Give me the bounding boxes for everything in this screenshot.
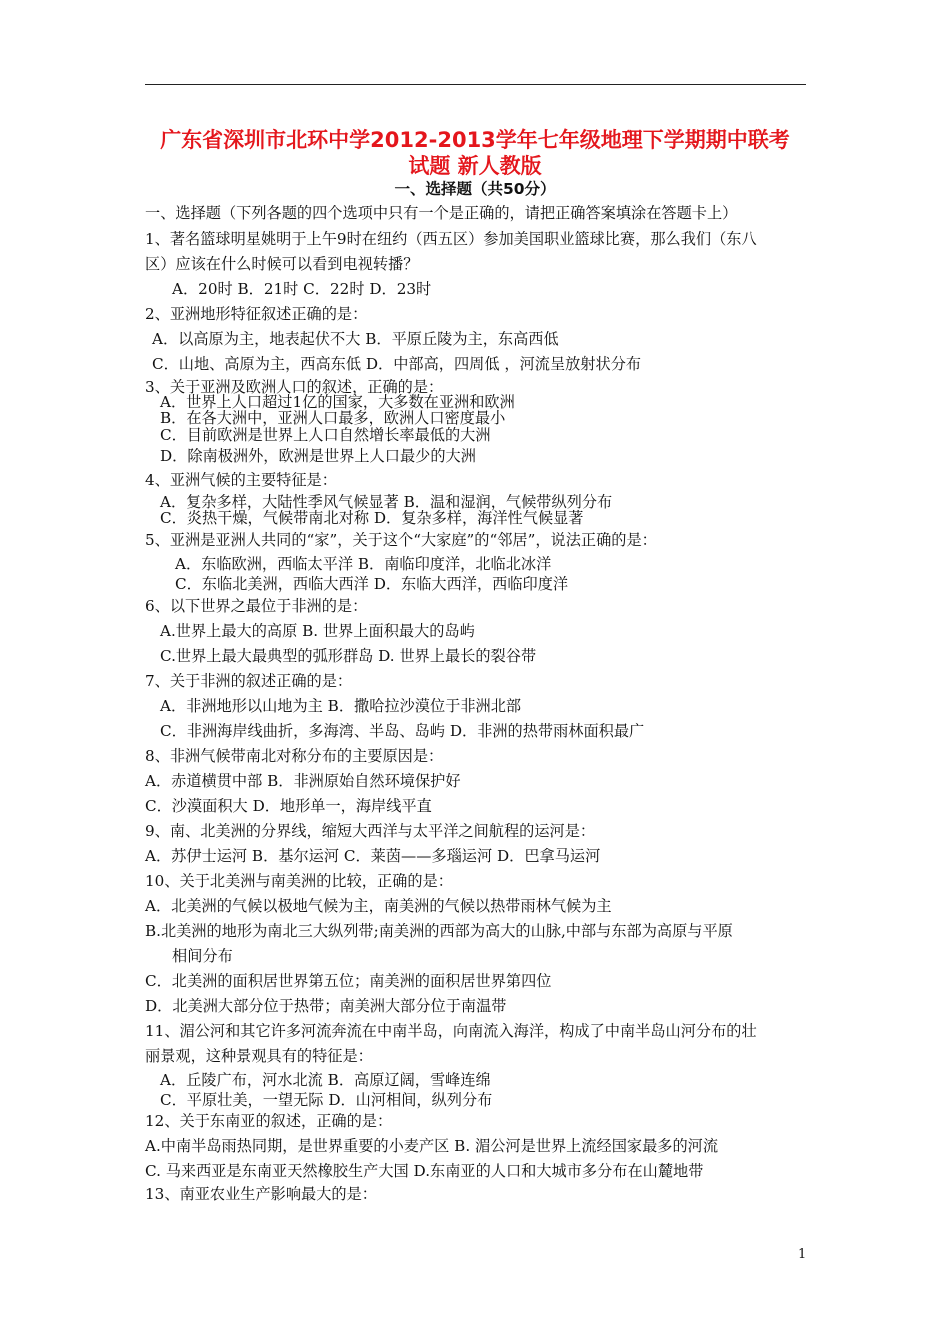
text-line: C．炎热干燥，气候带南北对称 D．复杂多样，海洋性气候显著 [160, 509, 584, 527]
text-line: 2、亚洲地形特征叙述正确的是： [145, 305, 368, 323]
text-line: 9、南、北美洲的分界线，缩短大西洋与太平洋之间航程的运河是： [145, 822, 596, 840]
text-line: 1、著名篮球明星姚明于上午9时在纽约（西五区）参加美国职业篮球比赛，那么我们（东八 [145, 230, 757, 248]
text-line: 4、亚洲气候的主要特征是： [145, 471, 337, 489]
text-line: 8、非洲气候带南北对称分布的主要原因是： [145, 747, 444, 765]
text-line: 7、关于非洲的叙述正确的是： [145, 672, 353, 690]
text-line: A．世界上人口超过1亿的国家，大多数在亚洲和欧洲 [160, 393, 515, 411]
text-line: C．平原壮美，一望无际 D．山河相间，纵列分布 [160, 1091, 493, 1109]
page-title-line-2: 试题 新人教版 [408, 154, 542, 178]
text-line: C.世界上最大最典型的弧形群岛 D. 世界上最长的裂谷带 [160, 647, 537, 665]
text-line: A．20时 B．21时 C．22时 D．23时 [172, 280, 432, 298]
text-line: 区）应该在什么时候可以看到电视转播？ [145, 255, 419, 273]
text-line: C．山地、高原为主，西高东低 D．中部高，四周低 ，河流呈放射状分布 [152, 355, 642, 373]
text-line: A．非洲地形以山地为主 B．撒哈拉沙漠位于非洲北部 [160, 697, 522, 715]
text-line: C. 马来西亚是东南亚天然橡胶生产大国 D.东南亚的人口和大城市多分布在山麓地带 [145, 1162, 704, 1180]
text-line: A．东临欧洲，西临太平洋 B．南临印度洋，北临北冰洋 [175, 555, 552, 573]
text-line: A.中南半岛雨热同期，是世界重要的小麦产区 B. 湄公河是世界上流经国家最多的河流 [145, 1137, 719, 1155]
text-line: C．北美洲的面积居世界第五位；南美洲的面积居世界第四位 [145, 972, 552, 990]
text-line: C．非洲海岸线曲折，多海湾、半岛、岛屿 D．非洲的热带雨林面积最广 [160, 722, 645, 740]
page-number: 1 [798, 1247, 807, 1262]
text-line: A．复杂多样，大陆性季风气候显著 B．温和湿润，气候带纵列分布 [160, 493, 613, 511]
text-line: C．沙漠面积大 D．地形单一，海岸线平直 [145, 797, 432, 815]
text-line: C．东临北美洲，西临大西洋 D．东临大西洋，西临印度洋 [175, 575, 569, 593]
text-line: 6、以下世界之最位于非洲的是： [145, 597, 368, 615]
header-rule [145, 84, 806, 85]
page-title-line-1: 广东省深圳市北环中学2012-2013学年七年级地理下学期期中联考 [160, 128, 790, 152]
text-line: 13、南亚农业生产影响最大的是： [145, 1185, 377, 1203]
text-line: C．目前欧洲是世界上人口自然增长率最低的大洲 [160, 426, 491, 444]
text-line: 10、关于北美洲与南美洲的比较，正确的是： [145, 872, 453, 890]
text-line: 3、关于亚洲及欧洲人口的叙述，正确的是： [145, 378, 444, 396]
text-line: 丽景观，这种景观具有的特征是： [145, 1047, 373, 1065]
text-line: 11、湄公河和其它许多河流奔流在中南半岛，向南流入海洋，构成了中南半岛山河分布的壮 [145, 1022, 757, 1040]
text-line: 12、关于东南亚的叙述，正确的是： [145, 1112, 393, 1130]
text-line: 相间分布 [172, 947, 233, 965]
text-line: D．北美洲大部分位于热带；南美洲大部分位于南温带 [145, 997, 507, 1015]
text-line: B.北美洲的地形为南北三大纵列带;南美洲的西部为高大的山脉,中部与东部为高原与平原 [145, 922, 733, 940]
text-line: A．北美洲的气候以极地气候为主，南美洲的气候以热带雨林气候为主 [145, 897, 612, 915]
text-line: 一、选择题（下列各题的四个选项中只有一个是正确的，请把正确答案填涂在答题卡上） [145, 204, 738, 222]
text-line: A．丘陵广布，河水北流 B．高原辽阔，雪峰连绵 [160, 1071, 491, 1089]
text-line: A．以高原为主，地表起伏不大 B．平原丘陵为主，东高西低 [152, 330, 559, 348]
text-line: A．赤道横贯中部 B．非洲原始自然环境保护好 [145, 772, 461, 790]
text-line: D．除南极洲外，欧洲是世界上人口最少的大洲 [160, 447, 476, 465]
text-line: B．在各大洲中，亚洲人口最多，欧洲人口密度最小 [160, 409, 506, 427]
text-line: 5、亚洲是亚洲人共同的“家”，关于这个“大家庭”的“邻居”，说法正确的是： [145, 531, 657, 549]
section-heading: 一、选择题（共50分） [394, 180, 556, 198]
text-line: A.世界上最大的高原 B. 世界上面积最大的岛屿 [160, 622, 475, 640]
text-line: A．苏伊士运河 B．基尔运河 C．莱茵——多瑙运河 D．巴拿马运河 [145, 847, 601, 865]
